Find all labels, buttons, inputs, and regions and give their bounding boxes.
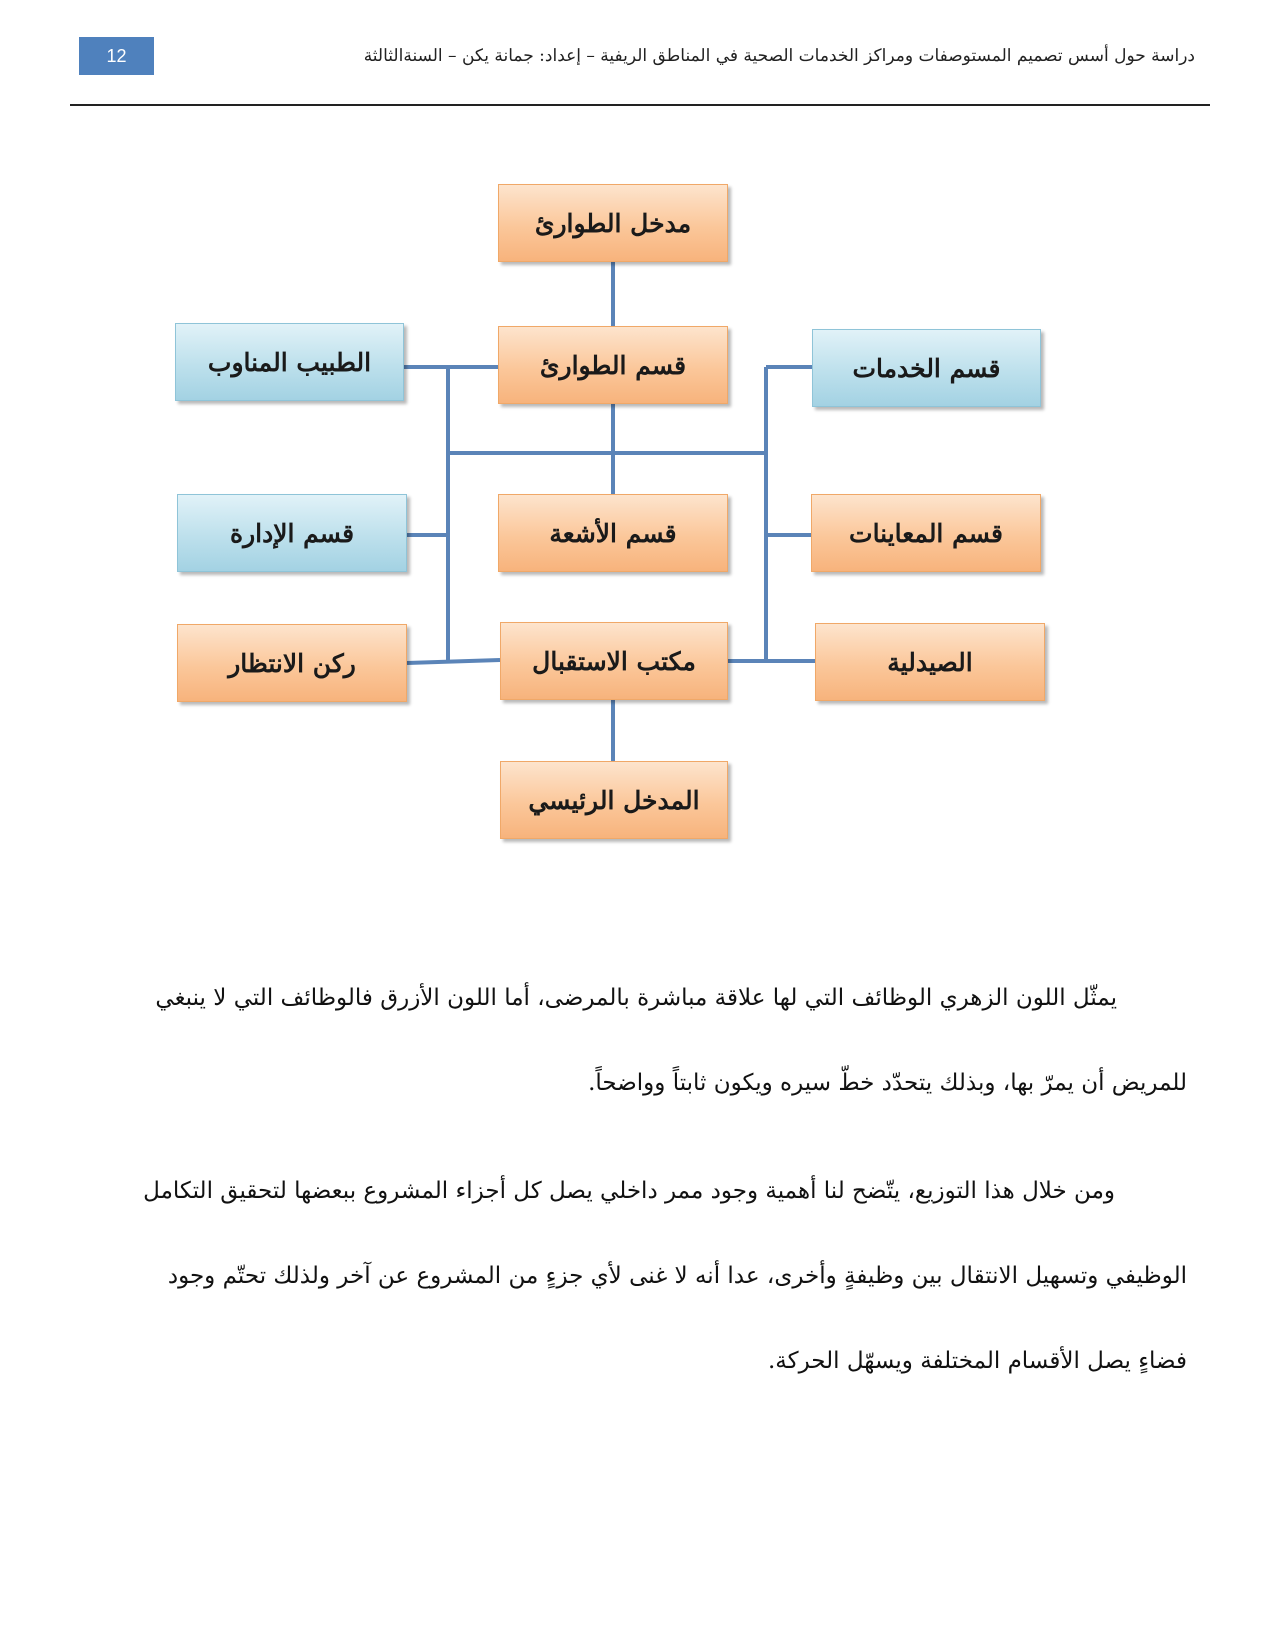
paragraph-line: الوظيفي وتسهيل الانتقال بين وظيفةٍ وأخرى، عدا أنه لا غنى لأي جزءٍ من المشروع عن آخر ولذلك تحتّم وجود [167,1263,1187,1289]
box-pharmacy [815,623,1045,701]
box-services-dept [812,329,1041,407]
box-label: مدخل الطوارئ [534,208,692,238]
box-label: مكتب الاستقبال [532,646,696,676]
box-label: ركن الانتظار [228,648,356,678]
box-label: قسم الطوارئ [539,350,687,380]
connector-waiting [407,660,500,663]
paragraph-line: للمريض أن يمرّ بها، وبذلك يتحدّد خطّ سيره ويكون ثابتاً وواضحاً. [588,1070,1187,1096]
box-waiting-area [177,624,407,702]
box-label: المدخل الرئيسي [528,785,700,815]
box-admin-dept [177,494,407,572]
header-title: دراسة حول أسس تصميم المستوصفات ومراكز الخدمات الصحية في المناطق الريفية – إعداد: جمانة يكن – السنةالثالثة [363,46,1195,66]
page-number: 12 [79,37,154,75]
box-label: قسم المعاينات [849,518,1003,548]
paragraph-line: يمثّل اللون الزهري الوظائف التي لها علاقة مباشرة بالمرضى، أما اللون الأزرق فالوظائف التي لا ينبغي [155,985,1117,1011]
box-main-entrance [500,761,728,839]
box-emergency-entrance [498,184,728,262]
box-label: الطبيب المناوب [207,347,372,377]
paragraph-line: فضاءٍ يصل الأقسام المختلفة ويسهّل الحركة. [768,1348,1187,1374]
paragraph-line: ومن خلال هذا التوزيع، يتّضح لنا أهمية وجود ممر داخلي يصل كل أجزاء المشروع ببعضها لتحقيق التكامل [143,1178,1115,1204]
box-label: الصيدلية [887,647,973,677]
box-label: قسم الخدمات [852,353,1001,383]
box-on-call-doctor [175,323,404,401]
box-emergency-dept [498,326,728,404]
box-examinations-dept [811,494,1041,572]
box-label: قسم الأشعة [549,518,677,548]
box-label: قسم الإدارة [229,518,355,548]
box-reception-office [500,622,728,700]
box-radiology-dept [498,494,728,572]
